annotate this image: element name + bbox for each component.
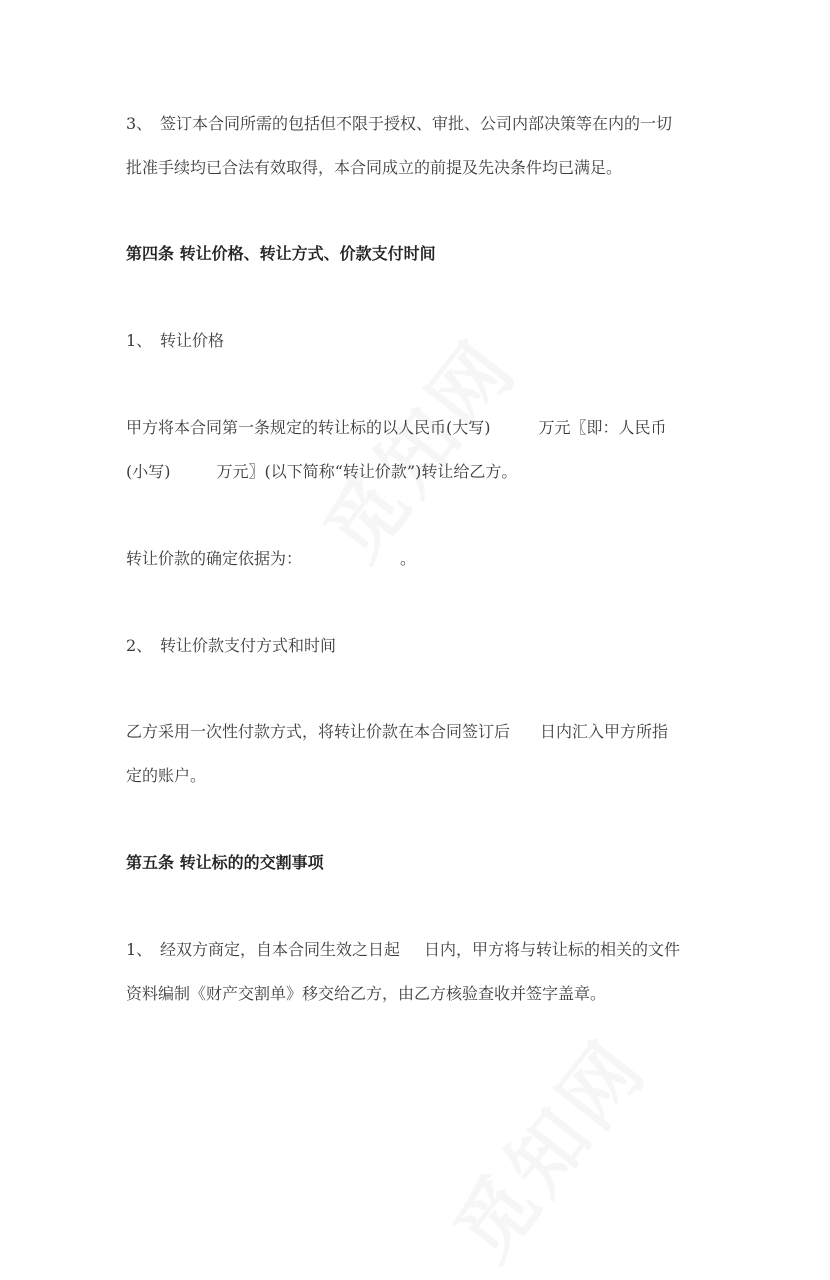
article-5-title: 第五条 转让标的的交割事项 bbox=[126, 853, 324, 872]
basis-text: 转让价款的确定依据为： bbox=[126, 549, 303, 568]
price-text: 万元〗(以下简称“转让价款”)转让给乙方。 bbox=[216, 462, 518, 481]
clause-3-line-2: 批准手续均已合法有效取得，本合同成立的前提及先决条件均已满足。 bbox=[126, 158, 623, 177]
item-number: 1、 bbox=[126, 331, 153, 350]
price-line-2 bbox=[126, 462, 517, 482]
delivery-text: 经双方商定，自本合同生效之日起 bbox=[160, 940, 401, 959]
delivery-text: 日内，甲方将与转让标的相关的文件 bbox=[424, 940, 681, 959]
payment-text: 日内汇入甲方所指 bbox=[540, 722, 669, 741]
delivery-line-1 bbox=[126, 940, 680, 960]
price-text: (小写) bbox=[126, 462, 171, 481]
clause-text: 签订本合同所需的包括但不限于授权、审批、公司内部决策等在内的一切 bbox=[160, 114, 673, 133]
payment-line-1 bbox=[126, 722, 668, 742]
price-line-1 bbox=[126, 418, 667, 438]
price-basis-line bbox=[126, 549, 416, 569]
item-label: 转让价格 bbox=[160, 331, 225, 350]
basis-end: 。 bbox=[400, 549, 417, 568]
price-text: 万元〖即：人民币 bbox=[538, 418, 667, 437]
price-text: 甲方将本合同第一条规定的转让标的以人民币(大写) bbox=[126, 418, 491, 437]
item-1-heading bbox=[126, 331, 224, 351]
article-4-title: 第四条 转让价格、转让方式、价款支付时间 bbox=[126, 244, 436, 263]
watermark bbox=[294, 312, 537, 580]
payment-text: 乙方采用一次性付款方式，将转让价款在本合同签订后 bbox=[126, 722, 511, 741]
item-label: 转让价款支付方式和时间 bbox=[160, 636, 337, 655]
item-number: 1、 bbox=[126, 940, 153, 959]
item-number: 2、 bbox=[126, 636, 153, 655]
delivery-line-2: 资料编制《财产交割单》移交给乙方，由乙方核验查收并签字盖章。 bbox=[126, 984, 607, 1003]
payment-line-2: 定的账户。 bbox=[126, 766, 207, 785]
clause-3-line-1 bbox=[126, 114, 672, 134]
clause-number: 3、 bbox=[126, 114, 153, 133]
watermark bbox=[424, 1012, 667, 1280]
item-2-heading bbox=[126, 636, 336, 656]
